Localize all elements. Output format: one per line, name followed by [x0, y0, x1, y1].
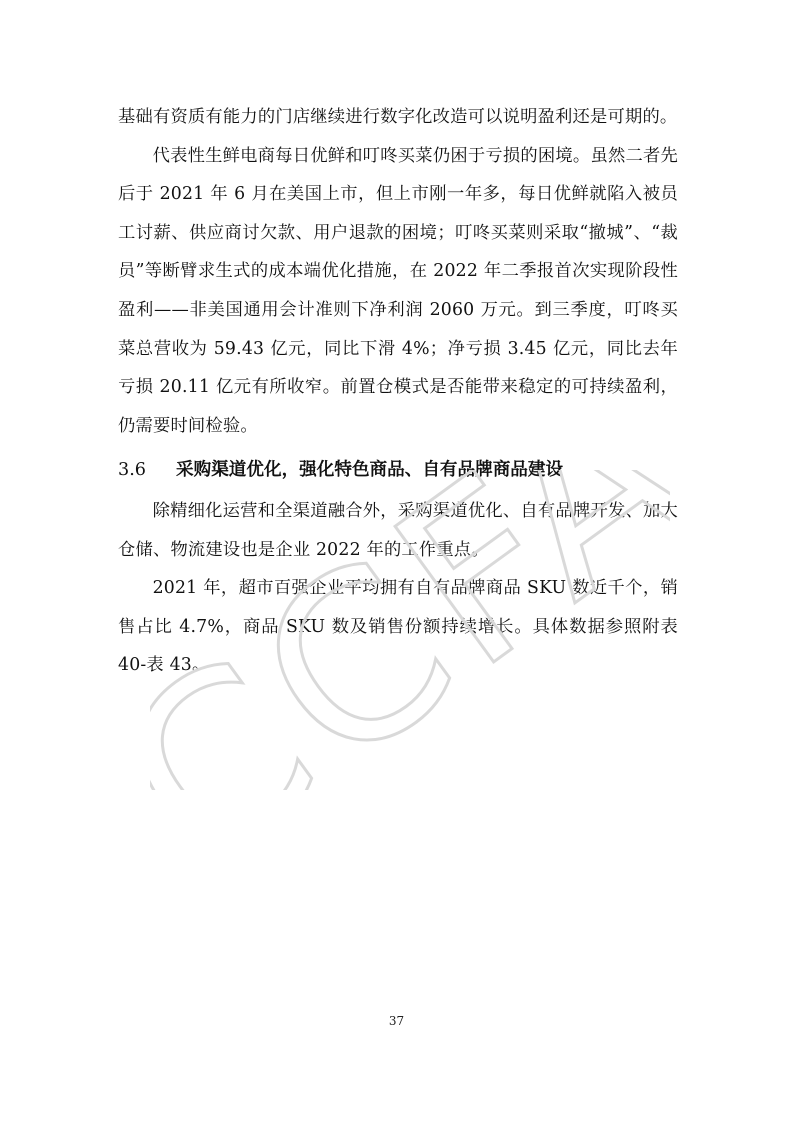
paragraph-continuation: 基础有资质有能力的门店继续进行数字化改造可以说明盈利还是可期的。 — [118, 107, 678, 127]
page-number: 37 — [388, 1014, 405, 1028]
paragraph-private-label: 2021 年，超市百强企业平均拥有自有品牌商品 SKU 数近千个，销售占比 4.7%，商品 SKU 数及销售份额持续增长。具体数据参照附表 40-表 43。 — [118, 578, 678, 676]
paragraph-procurement: 除精细化运营和全渠道融合外，采购渠道优化、自有品牌开发、加大仓储、物流建设也是企业 2022 年的工作重点。 — [118, 500, 678, 560]
body-text — [118, 98, 678, 685]
section-heading — [118, 451, 678, 490]
watermark-text: CCFA — [150, 470, 670, 790]
section-title: 采购渠道优化，强化特色商品、自有品牌商品建设 — [176, 459, 564, 481]
paragraph-fresh-ecommerce: 代表性生鲜电商每日优鲜和叮咚买菜仍困于亏损的困境。虽然二者先后于 2021 年 6 月在美国上市，但上市刚一年多，每日优鲜就陷入被员工讨薪、供应商讨欠款、用户退款的困境；叮咚买菜则采取“撤城”、“裁员”等断臂求生式的成本端优化措施，在 2022 年二季报首次实现阶段性盈利——非美国通用会计准则下净利润 2060 万元。到三季度，叮咚买菜总营收为 59.43 亿元，同比下滑 4%；净亏损 3.45 亿元，同比去年亏损 20.11 亿元有所收窄。前置仓模式是否能带来稳定的可持续盈利，仍需要时间检验。 — [118, 145, 678, 436]
section-number: 3.6 — [118, 460, 146, 481]
